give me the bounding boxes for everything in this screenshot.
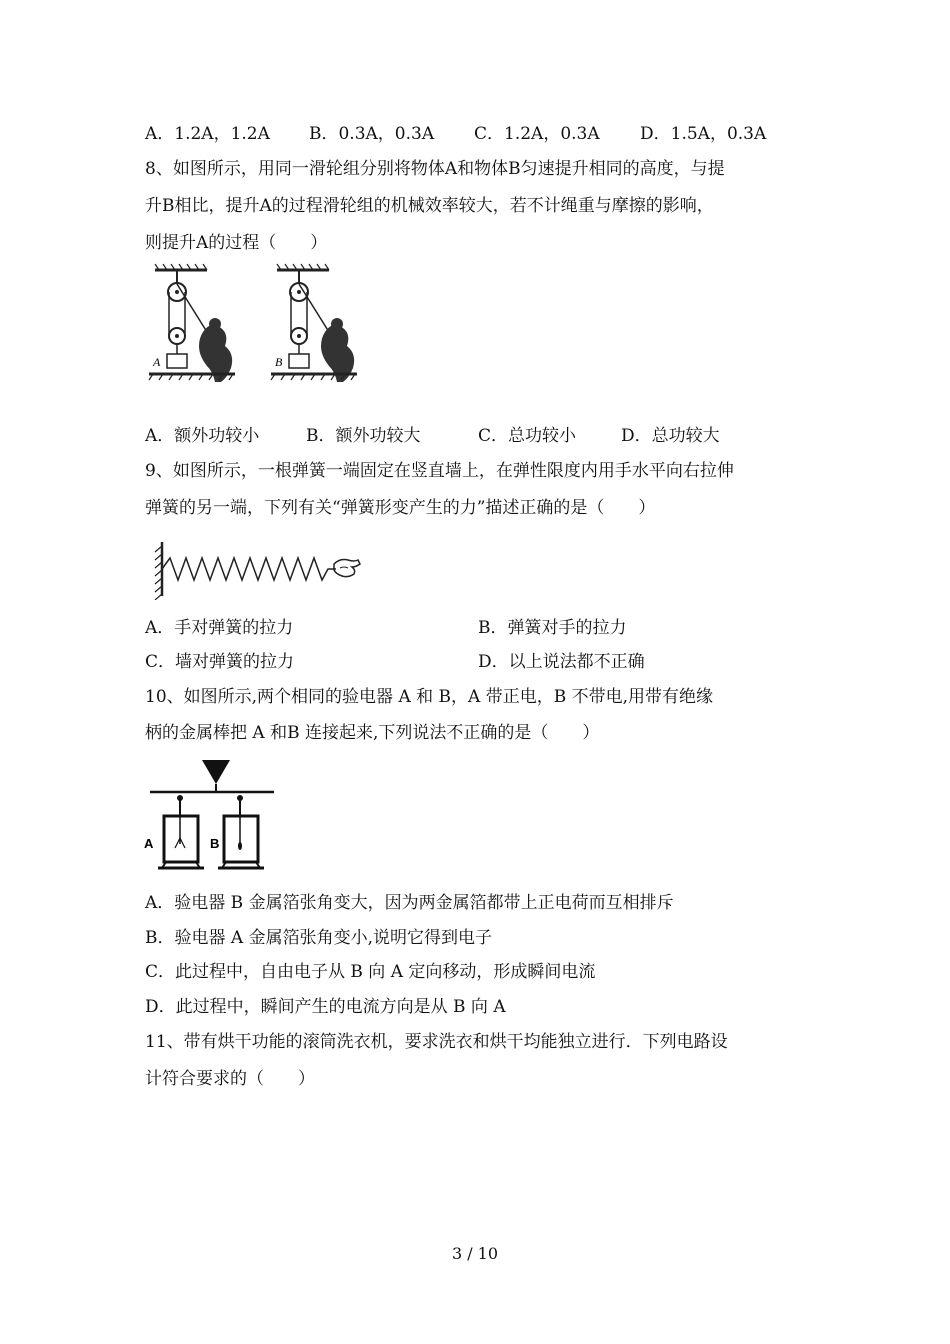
q9-stem-line-2: 弹簧的另一端，下列有关“弹簧形变产生的力”描述正确的是（ ）	[145, 498, 656, 518]
electroscope-label-a: A	[144, 836, 154, 851]
q8-option-b: B．额外功较大	[306, 426, 421, 446]
q10-option-c: C．此过程中，自由电子从 B 向 A 定向移动，形成瞬间电流	[145, 962, 596, 982]
electroscope-label-b: B	[210, 836, 220, 851]
q10-option-d: D．此过程中，瞬间产生的电流方向是从 B 向 A	[145, 997, 506, 1017]
q9-option-a: A．手对弹簧的拉力	[145, 618, 294, 638]
q8-stem-line-3: 则提升A的过程（ ）	[145, 233, 328, 253]
q8-stem-line-2: 升B相比，提升A的过程滑轮组的机械效率较大，若不计绳重与摩擦的影响，	[145, 196, 714, 216]
page-number: 3 / 10	[451, 1244, 499, 1263]
q7-option-a: A．1.2A，1.2A	[145, 124, 270, 144]
q9-option-c: C．墙对弹簧的拉力	[145, 652, 295, 672]
q8-option-c: C．总功较小	[478, 426, 577, 446]
q9-stem-line-1: 9、如图所示，一根弹簧一端固定在竖直墙上，在弹性限度内用手水平向右拉伸	[145, 461, 734, 481]
pulley-label-b: B	[275, 355, 283, 369]
electroscope-figure	[142, 758, 277, 876]
q8-stem-line-1: 8、如图所示，用同一滑轮组分别将物体A和物体B匀速提升相同的高度，与提	[145, 159, 725, 179]
spring-figure	[150, 538, 365, 600]
pulley-label-a: A	[153, 355, 161, 369]
q8-option-a: A．额外功较小	[145, 426, 260, 446]
q8-option-d: D．总功较大	[621, 426, 720, 446]
q10-stem-line-1: 10、如图所示,两个相同的验电器 A 和 B，A 带正电，B 不带电,用带有绝缘	[145, 687, 713, 707]
q11-stem-line-1: 11、带有烘干功能的滚筒洗衣机，要求洗衣和烘干均能独立进行．下列电路设	[145, 1032, 728, 1052]
q7-option-b: B．0.3A，0.3A	[309, 124, 435, 144]
q9-option-d: D．以上说法都不正确	[478, 652, 645, 672]
pulley-figure	[145, 262, 375, 402]
q10-option-a: A．验电器 B 金属箔张角变大，因为两金属箔都带上正电荷而互相排斥	[145, 893, 674, 913]
pulley-set-a	[149, 264, 235, 382]
q9-option-b: B．弹簧对手的拉力	[478, 618, 627, 638]
pulley-set-b	[271, 264, 357, 382]
q7-option-d: D．1.5A，0.3A	[640, 124, 767, 144]
q10-option-b: B．验电器 A 金属箔张角变小,说明它得到电子	[145, 928, 492, 948]
q10-stem-line-2: 柄的金属棒把 A 和B 连接起来,下列说法不正确的是（ ）	[145, 723, 600, 743]
q7-option-c: C．1.2A，0.3A	[474, 124, 600, 144]
q11-stem-line-2: 计符合要求的（ ）	[145, 1069, 315, 1089]
